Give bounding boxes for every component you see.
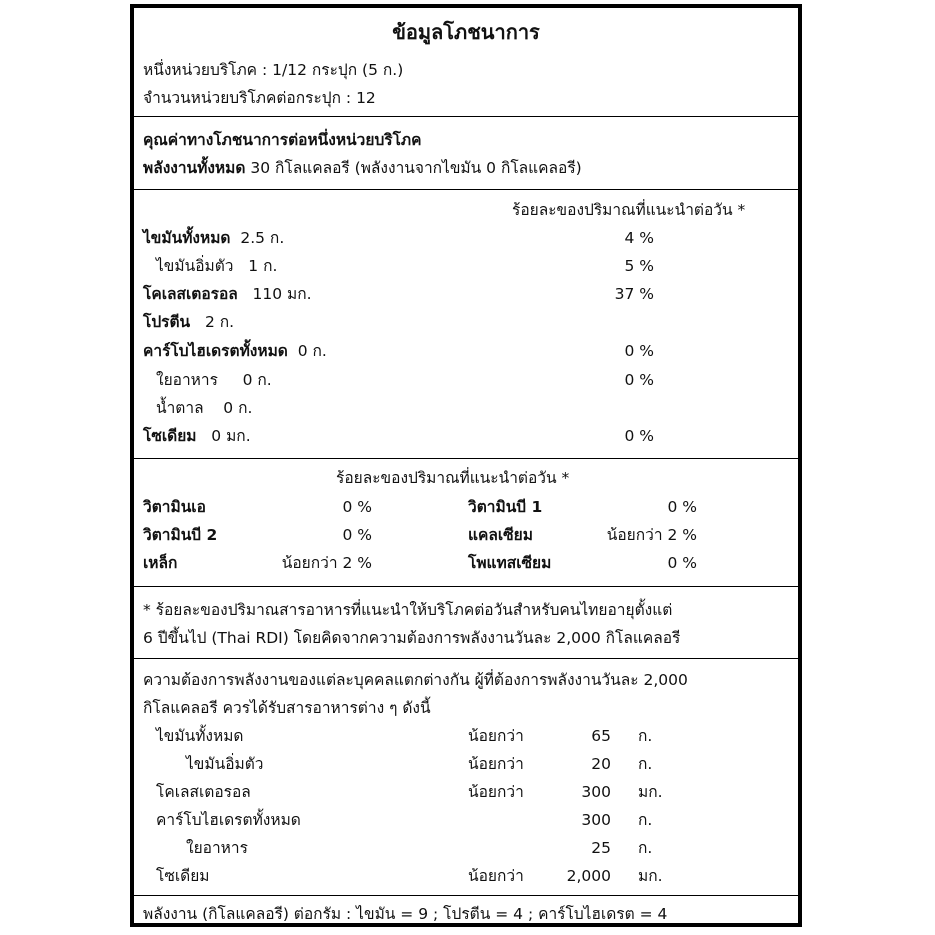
requirement-value: 300 bbox=[581, 811, 611, 829]
divider bbox=[134, 658, 798, 659]
vitamin-name: เหล็ก bbox=[143, 554, 178, 572]
requirement-qualifier: น้อยกว่า bbox=[468, 755, 524, 773]
nutrient-name: โปรตีน bbox=[143, 313, 191, 331]
requirement-qualifier: น้อยกว่า bbox=[468, 867, 524, 885]
requirement-name: ไขมันอิ่มตัว bbox=[186, 755, 264, 773]
nutrition-per-serving-heading: คุณค่าทางโภชนาการต่อหนึ่งหน่วยบริโภค bbox=[143, 131, 422, 149]
nutrient-dv: 0 % bbox=[624, 342, 654, 360]
servings-per-container: จำนวนหน่วยบริโภคต่อกระปุก : 12 bbox=[143, 89, 376, 107]
nutrient-dv: 0 % bbox=[624, 371, 654, 389]
nutrient-dv: 5 % bbox=[624, 257, 654, 275]
requirement-unit: ก. bbox=[638, 727, 653, 745]
nutrient-amount: 110 มก. bbox=[252, 285, 312, 303]
rdi-footnote-line: * ร้อยละของปริมาณสารอาหารที่แนะนำให้บริโภคต่อวันสำหรับคนไทยอายุตั้งแต่ bbox=[143, 601, 673, 619]
requirement-value: 20 bbox=[591, 755, 611, 773]
requirements-intro: ความต้องการพลังงานของแต่ละบุคคลแตกต่างกัน ผู้ที่ต้องการพลังงานวันละ 2,000 bbox=[143, 671, 688, 689]
nutrient-dv: 4 % bbox=[624, 229, 654, 247]
vitamin-value: 0 % bbox=[342, 526, 372, 544]
requirement-name: โคเลสเตอรอล bbox=[156, 783, 251, 801]
requirement-value: 25 bbox=[591, 839, 611, 857]
vitamin-value: น้อยกว่า 2 % bbox=[606, 526, 697, 544]
vitamin-name: วิตามินเอ bbox=[143, 498, 206, 516]
nutrient-name: คาร์โบไฮเดรตทั้งหมด bbox=[143, 342, 288, 360]
nutrient-row bbox=[143, 312, 234, 332]
requirement-value: 65 bbox=[591, 727, 611, 745]
requirement-unit: ก. bbox=[638, 811, 653, 829]
divider bbox=[134, 458, 798, 459]
divider bbox=[134, 116, 798, 117]
vitamin-value: 0 % bbox=[342, 498, 372, 516]
nutrient-name: โซเดียม bbox=[143, 427, 197, 445]
energy-per-gram: พลังงาน (กิโลแคลอรี) ต่อกรัม : ไขมัน = 9 ; โปรตีน = 4 ; คาร์โบไฮเดรต = 4 bbox=[143, 905, 668, 923]
nutrient-name: โคเลสเตอรอล bbox=[143, 285, 238, 303]
nutrient-row bbox=[156, 256, 277, 276]
nutrient-amount: 1 ก. bbox=[248, 257, 278, 275]
vitamin-name: โพแทสเซียม bbox=[468, 554, 552, 572]
vitamin-name: วิตามินบี 2 bbox=[143, 526, 218, 544]
vitamin-name: วิตามินบี 1 bbox=[468, 498, 543, 516]
serving-size: หนึ่งหน่วยบริโภค : 1/12 กระปุก (5 ก.) bbox=[143, 61, 404, 79]
vitamin-value: น้อยกว่า 2 % bbox=[281, 554, 372, 572]
requirement-name: ใยอาหาร bbox=[186, 839, 248, 857]
rdi-footnote-line: 6 ปีขึ้นไป (Thai RDI) โดยคิดจากความต้องการพลังงานวันละ 2,000 กิโลแคลอรี bbox=[143, 629, 681, 647]
nutrient-row bbox=[156, 370, 272, 390]
requirement-name: คาร์โบไฮเดรตทั้งหมด bbox=[156, 811, 301, 829]
vitamin-name: แคลเซียม bbox=[468, 526, 533, 544]
nutrient-amount: 2.5 ก. bbox=[240, 229, 285, 247]
nutrient-dv: 0 % bbox=[624, 427, 654, 445]
requirement-unit: มก. bbox=[638, 783, 663, 801]
vitamin-value: 0 % bbox=[667, 554, 697, 572]
vitamin-value: 0 % bbox=[667, 498, 697, 516]
requirement-name: ไขมันทั้งหมด bbox=[156, 727, 244, 745]
requirement-qualifier: น้อยกว่า bbox=[468, 727, 524, 745]
total-energy-label: พลังงานทั้งหมด bbox=[143, 159, 246, 177]
nutrient-amount: 0 ก. bbox=[223, 399, 253, 417]
nutrient-name: ใยอาหาร bbox=[156, 371, 218, 389]
requirement-qualifier: น้อยกว่า bbox=[468, 783, 524, 801]
nutrition-label bbox=[130, 4, 802, 927]
nutrient-amount: 2 ก. bbox=[204, 313, 235, 331]
total-energy-value: 30 กิโลแคลอรี (พลังงานจากไขมัน 0 กิโลแคลอรี) bbox=[250, 159, 582, 177]
vitamin-dv-header: ร้อยละของปริมาณที่แนะนำต่อวัน * bbox=[336, 469, 570, 487]
nutrient-amount: 0 ก. bbox=[297, 342, 327, 360]
requirement-unit: มก. bbox=[638, 867, 663, 885]
nutrient-row bbox=[143, 341, 327, 361]
label-title: ข้อมูลโภชนาการ bbox=[392, 20, 540, 44]
nutrient-row bbox=[143, 284, 312, 304]
requirements-intro: กิโลแคลอรี ควรได้รับสารอาหารต่าง ๆ ดังนี้ bbox=[143, 699, 431, 717]
nutrient-row bbox=[156, 398, 252, 418]
nutrient-name: ไขมันอิ่มตัว bbox=[156, 257, 234, 275]
divider bbox=[134, 189, 798, 190]
divider bbox=[134, 586, 798, 587]
nutrient-name: ไขมันทั้งหมด bbox=[143, 229, 231, 247]
nutrient-amount: 0 ก. bbox=[242, 371, 272, 389]
nutrient-dv: 37 % bbox=[614, 285, 654, 303]
nutrient-row bbox=[143, 426, 251, 446]
divider bbox=[134, 895, 798, 896]
dv-header: ร้อยละของปริมาณที่แนะนำต่อวัน * bbox=[512, 201, 746, 219]
requirement-name: โซเดียม bbox=[156, 867, 210, 885]
nutrient-amount: 0 มก. bbox=[211, 427, 251, 445]
requirement-value: 2,000 bbox=[566, 867, 611, 885]
nutrient-name: น้ำตาล bbox=[156, 399, 204, 417]
total-energy-row bbox=[143, 158, 582, 178]
requirement-unit: ก. bbox=[638, 755, 653, 773]
requirement-value: 300 bbox=[581, 783, 611, 801]
nutrient-row bbox=[143, 228, 284, 248]
requirement-unit: ก. bbox=[638, 839, 653, 857]
